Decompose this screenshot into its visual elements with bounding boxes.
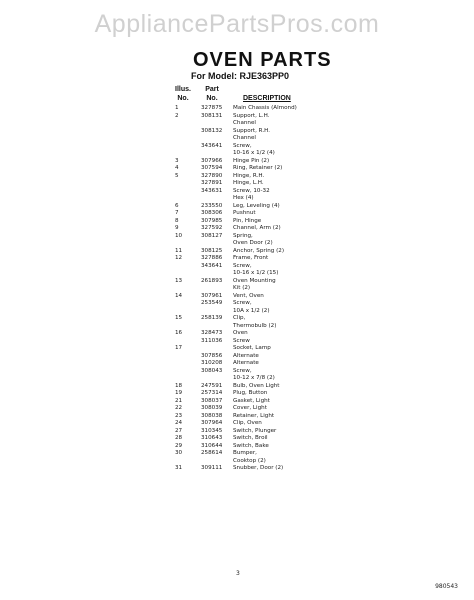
page-title: OVEN PARTS [193,49,332,71]
illus-number: 18 [175,382,183,389]
column-header-illus-line2: No. [177,95,189,102]
part-description: Screw, [233,300,252,306]
part-number: 261893 [201,277,223,284]
part-number: 343631 [201,187,223,194]
part-description: Support, R.H. [233,127,271,134]
table-row [0,323,474,331]
table-row [0,345,474,353]
table-row [0,428,474,436]
table-row [0,225,474,233]
illus-number: 8 [175,217,179,224]
illus-number: 27 [175,427,183,434]
part-description: Retainer, Light [233,412,275,419]
part-description: 10A x 1/2 (2) [233,307,270,314]
part-description: Switch, Bake [233,442,269,449]
illus-number: 3 [175,157,179,164]
table-row [0,413,474,421]
illus-number: 28 [175,435,183,441]
part-number: 233550 [201,202,223,209]
table-row [0,195,474,203]
part-number: 307966 [201,157,223,164]
table-row [0,105,474,113]
illus-number: 24 [175,420,183,426]
part-number: 327891 [201,180,223,186]
table-row [0,435,474,443]
illus-number: 21 [175,397,183,404]
table-row [0,218,474,226]
table-row [0,398,474,406]
table-row [0,338,474,346]
table-row [0,390,474,398]
part-description: Switch, Plunger [233,427,277,434]
part-number: 308306 [201,210,223,216]
part-number: 327592 [201,225,223,231]
table-row [0,278,474,286]
part-description: Screw [233,337,250,344]
part-description: Hinge, R.H. [233,172,265,179]
illus-number: 19 [175,390,183,396]
part-number: 308037 [201,397,223,404]
part-number: 310644 [201,442,223,449]
part-number: 308039 [201,405,223,411]
table-row [0,300,474,308]
table-row [0,128,474,136]
illus-number: 4 [175,165,179,171]
part-description: Screw, 10-32 [233,187,270,194]
part-number: 308127 [201,232,223,239]
part-description: 10-12 x 7/8 (2) [233,375,275,381]
part-description: Plug, Button [233,390,268,396]
parts-list [0,105,474,473]
table-row [0,165,474,173]
model-subtitle: For Model: RJE363PP0 [191,71,290,81]
part-number: 343641 [201,262,223,269]
part-number: 307985 [201,217,223,224]
table-row [0,315,474,323]
illus-number: 15 [175,315,183,321]
part-description: Oven [233,330,248,336]
illus-number: 14 [175,292,183,299]
table-row [0,458,474,466]
part-number: 327875 [201,105,223,111]
illus-number: 23 [175,412,183,419]
table-row [0,405,474,413]
table-row [0,150,474,158]
table-row [0,120,474,128]
illus-number: 6 [175,202,179,209]
table-row [0,263,474,271]
part-description: Vent, Oven [233,292,264,299]
table-row [0,270,474,278]
table-row [0,450,474,458]
table-row [0,330,474,338]
illus-number: 17 [175,345,183,351]
part-description: Hex (4) [233,195,254,201]
table-row [0,308,474,316]
part-description: Pin, Hinge [233,217,262,224]
part-description: Spring, [233,232,253,239]
part-description: Screw, [233,367,252,374]
table-row [0,233,474,241]
part-number: 307856 [201,352,223,359]
illus-number: 22 [175,405,183,411]
part-description: Ring, Retainer (2) [233,165,283,171]
table-row [0,360,474,368]
part-description: 10-16 x 1/2 (15) [233,270,279,276]
column-header-part-line2: No. [206,95,218,102]
illus-number: 13 [175,277,183,284]
part-description: Bulb, Oven Light [233,382,280,389]
part-number: 257314 [201,390,223,396]
part-number: 258139 [201,315,223,321]
table-row [0,113,474,121]
table-row [0,368,474,376]
part-description: Channel, Arm (2) [233,225,281,231]
part-description: Clip, [233,315,246,321]
part-description: Cooktop (2) [233,457,266,464]
part-number: 327886 [201,255,223,261]
illus-number: 11 [175,247,183,254]
part-number: 308043 [201,367,223,374]
table-row [0,173,474,181]
part-number: 307964 [201,420,223,426]
part-description: Support, L.H. [233,112,270,119]
part-description: Bumper, [233,450,257,456]
table-row [0,383,474,391]
column-header-part [201,85,223,103]
part-description: Screw, [233,142,252,149]
part-description: Leg, Leveling (4) [233,202,280,209]
page-number: 3 [236,570,240,577]
table-row [0,248,474,256]
part-description: Screw, [233,262,252,269]
part-description: Clip, Oven [233,420,262,426]
part-description: 10-16 x 1/2 (4) [233,150,275,156]
illus-number: 2 [175,112,179,119]
illus-number: 12 [175,255,183,261]
table-row [0,210,474,218]
document-code: 980543 [435,583,458,590]
part-number: 307961 [201,292,223,299]
part-number: 310643 [201,435,223,441]
part-number: 310208 [201,360,223,366]
part-description: Anchor, Spring (2) [233,247,285,254]
part-number: 308038 [201,412,223,419]
column-header-part-line1: Part [205,86,219,93]
table-row [0,443,474,451]
part-number: 310345 [201,427,223,434]
part-number: 307594 [201,165,223,171]
illus-number: 31 [175,465,183,471]
part-number: 253549 [201,300,223,306]
part-description: Gasket, Light [233,397,270,404]
table-row [0,240,474,248]
part-description: Snubber, Door (2) [233,465,284,471]
column-header-illus-line1: Illus. [175,86,191,93]
part-description: Main Chassis (Almond) [233,105,297,111]
table-row [0,143,474,151]
illus-number: 30 [175,450,183,456]
table-row [0,293,474,301]
illus-number: 7 [175,210,179,216]
part-number: 343641 [201,142,223,149]
illus-number: 9 [175,225,179,231]
table-row [0,353,474,361]
part-description: Cover, Light [233,405,267,411]
part-number: 328473 [201,330,223,336]
part-description: Hinge, L.H. [233,180,264,186]
illus-number: 10 [175,232,183,239]
table-row [0,135,474,143]
table-row [0,188,474,196]
part-description: Hinge Pin (2) [233,157,270,164]
part-number: 308131 [201,112,223,119]
column-header-illus [170,85,196,103]
part-description: Socket, Lamp [233,345,271,351]
part-number: 327890 [201,172,223,179]
part-description: Channel [233,135,256,141]
table-row [0,180,474,188]
part-description: Thermobulb (2) [233,322,277,329]
part-number: 311036 [201,337,223,344]
part-description: Switch, Broil [233,435,268,441]
part-number: 247591 [201,382,223,389]
part-description: Alternate [233,352,259,359]
part-description: Channel [233,120,256,126]
part-number: 309111 [201,465,223,471]
illus-number: 5 [175,172,179,179]
part-description: Oven Mounting [233,277,276,284]
table-row [0,285,474,293]
part-description: Alternate [233,360,259,366]
illus-number: 1 [175,105,179,111]
table-row [0,203,474,211]
table-row [0,255,474,263]
illus-number: 29 [175,442,183,449]
part-number: 308125 [201,247,223,254]
column-header-description: DESCRIPTION [243,95,291,102]
part-description: Oven Door (2) [233,240,273,246]
table-row [0,158,474,166]
part-number: 308132 [201,127,223,134]
part-number: 258614 [201,450,223,456]
part-description: Kit (2) [233,285,251,291]
part-description: Pushnut [233,210,256,216]
part-description: Frame, Front [233,255,269,261]
watermark-text: AppliancePartsPros.com [94,10,380,38]
table-row [0,375,474,383]
table-row [0,420,474,428]
table-row [0,465,474,473]
illus-number: 16 [175,330,183,336]
